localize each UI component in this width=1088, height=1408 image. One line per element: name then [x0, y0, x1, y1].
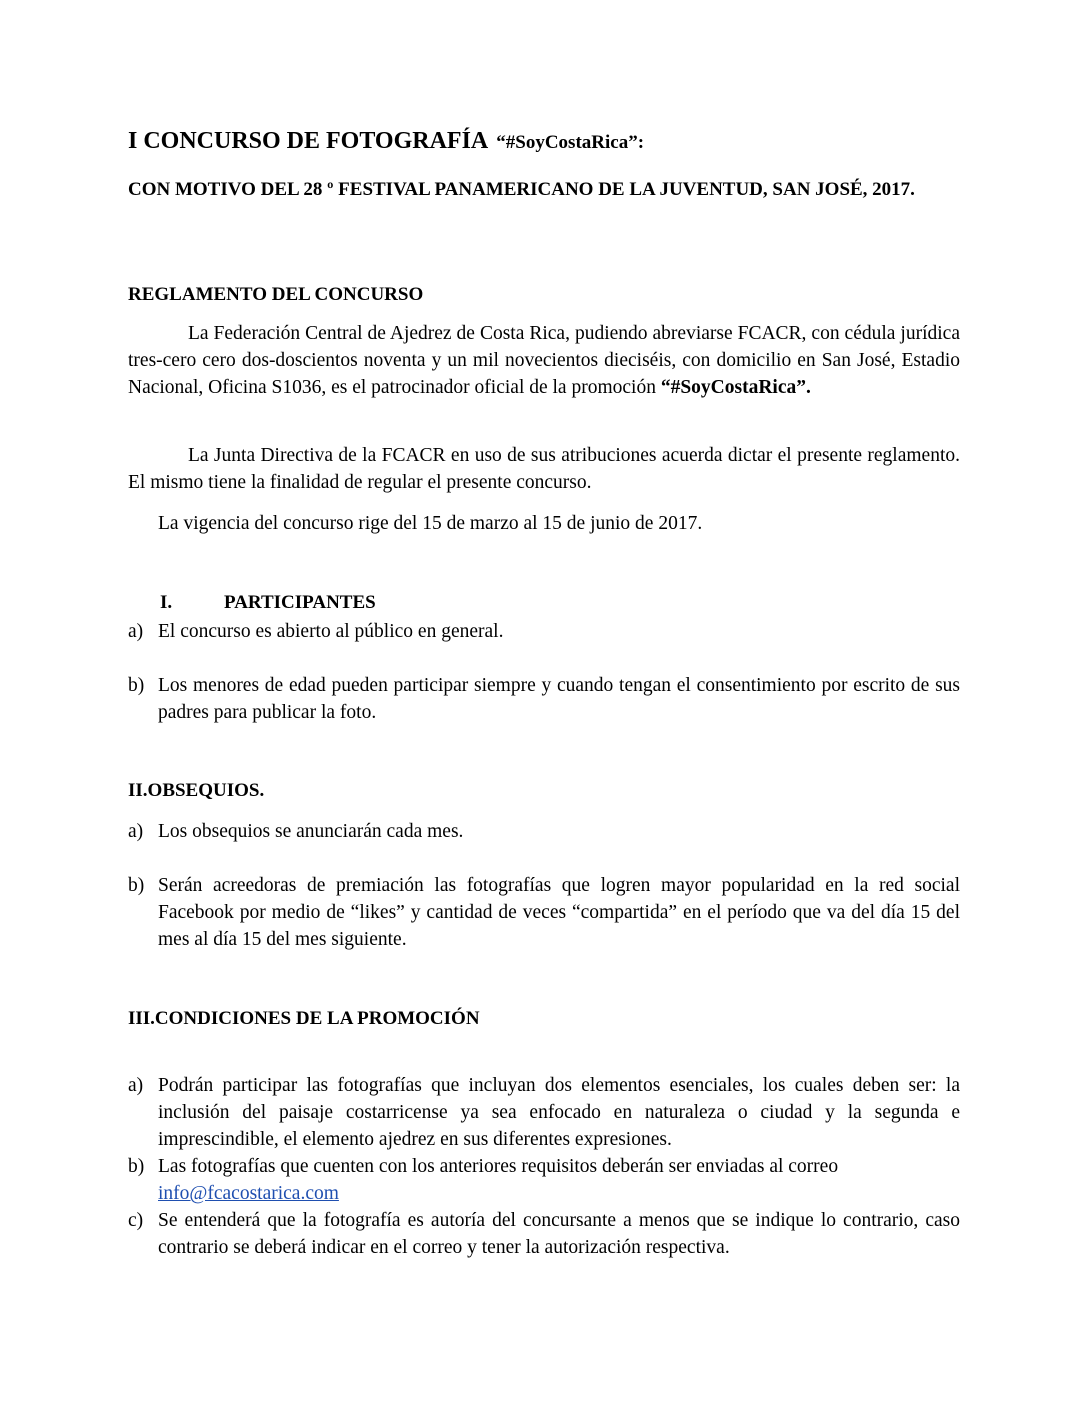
list-item-text: Los obsequios se anunciarán cada mes. [158, 821, 464, 842]
list-marker: c) [128, 1210, 144, 1231]
reglamento-paragraph-3: La vigencia del concurso rige del 15 de marzo al 15 de junio de 2017. [158, 513, 703, 534]
list-item [128, 818, 960, 845]
list-marker: b) [128, 875, 145, 896]
list-item [128, 1207, 960, 1261]
list-item [128, 872, 960, 953]
document-subtitle: CON MOTIVO DEL 28 º FESTIVAL PANAMERICANO DE LA JUVENTUD, SAN JOSÉ, 2017. [128, 179, 915, 200]
list-item-text: Se entenderá que la fotografía es autoría del concursante a menos que se indique lo contrario, caso contrario se deberá indicar en el correo y tener la autorización respectiva. [158, 1210, 960, 1258]
list-marker: a) [128, 621, 144, 642]
list-item-text: Podrán participar las fotografías que incluyan dos elementos esenciales, los cuales deben ser: la inclusión del paisaje costarricense ya sea enfocado en naturaleza o ciudad y la segunda e imprescindible, el elemento ajedrez en sus diferentes expresiones. [158, 1075, 960, 1150]
list-item-text: Las fotografías que cuenten con los anteriores requisitos deberán ser enviadas al correo [158, 1156, 839, 1177]
list-item [128, 1153, 960, 1207]
document-title [128, 128, 644, 155]
list-marker: a) [128, 1075, 144, 1096]
title-hashtag: “#SoyCostaRica”: [496, 132, 645, 153]
title-text: I CONCURSO DE FOTOGRAFÍA [128, 128, 489, 154]
section-3-heading: III.CONDICIONES DE LA PROMOCIÓN [128, 1008, 480, 1029]
section-2-heading: II.OBSEQUIOS. [128, 780, 265, 801]
reglamento-paragraph-2: La Junta Directiva de la FCACR en uso de sus atribuciones acuerda dictar el presente reglamento. El mismo tiene la finalidad de regular el presente concurso. [128, 445, 960, 493]
list-item [128, 1072, 960, 1153]
list-item-text: Serán acreedoras de premiación las fotografías que logren mayor popularidad en la red social Facebook por medio de “likes” y cantidad de veces “compartida” en el período que va del día 15 del mes al día 15 del mes siguiente. [158, 875, 960, 950]
email-link[interactable]: info@fcacostarica.com [158, 1183, 339, 1204]
reglamento-paragraph-1 [128, 320, 960, 401]
reglamento-heading: REGLAMENTO DEL CONCURSO [128, 284, 424, 305]
list-item [128, 672, 960, 726]
list-marker: a) [128, 821, 144, 842]
list-item-text: El concurso es abierto al público en general. [158, 621, 504, 642]
list-marker: b) [128, 675, 145, 696]
list-item-text: Los menores de edad pueden participar siempre y cuando tengan el consentimiento por escrito de sus padres para publicar la foto. [158, 675, 960, 723]
paragraph-1-text: La Federación Central de Ajedrez de Costa Rica, pudiendo abreviarse FCACR, con cédula jurídica tres-cero cero dos-doscientos noventa y un mil novecientos dieciséis, con domicilio en San José, Estadio Nacional, Oficina S1036, es el patrocinador oficial de la promoción [128, 323, 960, 398]
list-item [128, 618, 960, 645]
list-marker: b) [128, 1156, 145, 1177]
section-1-heading: PARTICIPANTES [224, 592, 376, 613]
section-1-number: I. [160, 592, 173, 613]
paragraph-1-hashtag: “#SoyCostaRica”. [660, 377, 811, 398]
